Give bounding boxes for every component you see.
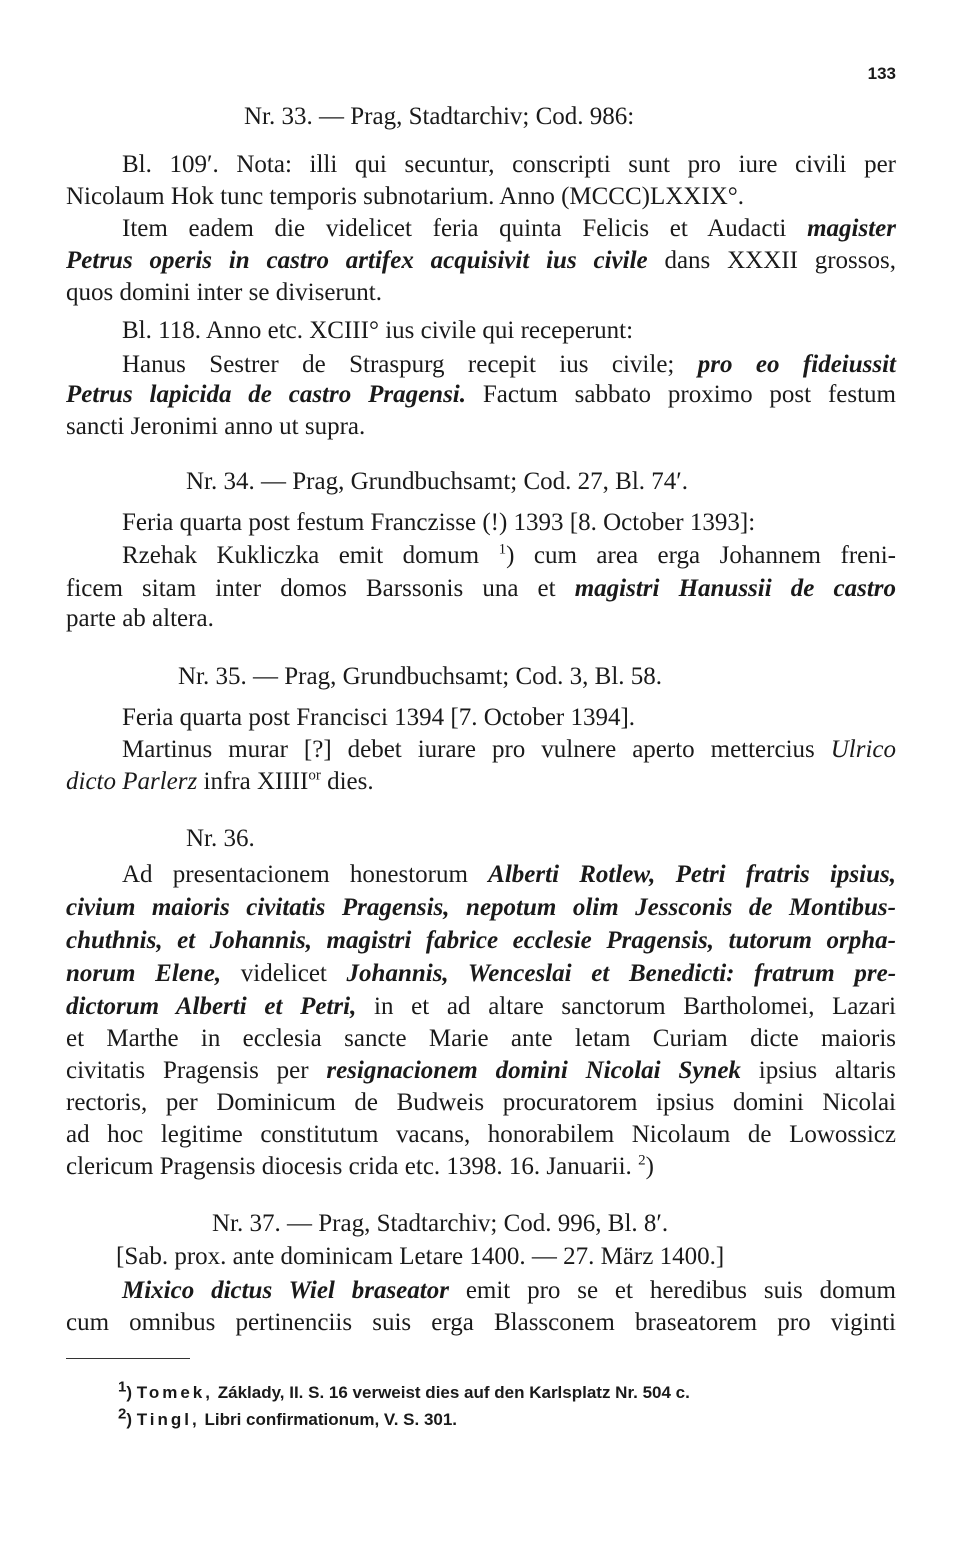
nr33-line-4-text: dans XXXII grossos, <box>664 247 896 274</box>
nr33-line-3-italic: magister <box>807 215 897 242</box>
nr37-line-1: [Sab. prox. ante dominicam Letare 1400. — 27. März 1400.] <box>116 1243 725 1270</box>
nr34-line-2-rest: ) cum area erga Johannem freni- <box>506 542 897 569</box>
nr36-line-4-italic-2: Johannis, Wenceslai et Benedicti: fratrum pre- <box>346 960 897 987</box>
nr36-line-9: ad hoc legitime constitutum vacans, honorabilem Nicolaum de Lowossicz <box>66 1121 896 1148</box>
nr36-line-7 <box>66 1056 896 1086</box>
nr36-line-10-text: clericum Pragensis diocesis crida etc. 1398. 16. Januarii. <box>66 1153 632 1180</box>
footnote-ref-1: 1 <box>498 541 507 558</box>
nr35-line-1: Feria quarta post Francisci 1394 [7. October 1394]. <box>122 704 636 731</box>
nr34-line-1: Feria quarta post festum Franczisse (!) 1393 [8. October 1393]: <box>122 509 756 536</box>
nr33-line-7 <box>122 350 896 380</box>
nr33-line-4-italic: Petrus operis in castro artifex acquisivit ius civile <box>66 247 648 274</box>
footnote-divider <box>66 1358 190 1359</box>
nr36-line-10 <box>66 1152 896 1182</box>
nr36-line-4 <box>66 959 896 989</box>
nr34-line-2 <box>122 541 896 571</box>
nr35-line-3-italic: dicto Parlerz <box>66 768 198 795</box>
nr36-line-2: civium maioris civitatis Pragensis, nepotum olim Jessconis de Montibus- <box>66 894 896 921</box>
nr33-heading: Nr. 33. — Prag, Stadtarchiv; Cod. 986: <box>244 103 635 130</box>
nr33-line-4 <box>66 246 896 276</box>
footnote-2: $^2$) Tingl, Libri confirmationum, V. S. 301. <box>118 1405 458 1429</box>
nr33-line-7-italic: pro eo fideiussit <box>697 351 896 378</box>
nr37-line-2-italic: Mixico dictus Wiel braseator <box>122 1277 449 1304</box>
nr37-heading: Nr. 37. — Prag, Stadtarchiv; Cod. 996, Bl. 8′. <box>212 1210 669 1237</box>
nr36-line-5-italic: dictorum Alberti et Petri, <box>66 993 357 1020</box>
nr33-line-2: Nicolaum Hok tunc temporis subnotarium. Anno (MCCC)LXXIX°. <box>66 183 744 210</box>
footnote-1: $^1$) Tomek, Základy, II. S. 16 verweist dies auf den Karlsplatz Nr. 504 c. <box>118 1378 690 1402</box>
nr36-line-7-end: ipsius altaris <box>758 1057 897 1084</box>
nr35-line-2 <box>122 735 896 765</box>
nr35-line-3-end: dies. <box>327 768 374 795</box>
nr33-line-3 <box>122 214 896 244</box>
nr33-line-3-text: Item eadem die videlicet feria quinta Felicis et Audacti <box>122 215 787 242</box>
nr36-line-7-text: civitatis Pragensis per <box>66 1057 309 1084</box>
nr37-line-2 <box>122 1276 896 1306</box>
nr36-heading: Nr. 36. <box>186 825 255 852</box>
nr33-line-7-text: Hanus Sestrer de Straspurg recepit ius civile; <box>122 351 675 378</box>
nr36-line-1-italic: Alberti Rotlew, Petri fratris ipsius, <box>488 861 896 888</box>
nr33-line-8-text: Factum sabbato proximo post festum <box>482 381 896 408</box>
nr33-line-8 <box>66 380 896 410</box>
nr33-line-5: quos domini inter se diviserunt. <box>66 279 382 306</box>
nr35-heading: Nr. 35. — Prag, Grundbuchsamt; Cod. 3, Bl. 58. <box>178 663 663 690</box>
footnote-1-author: Tomek, <box>136 1383 213 1402</box>
nr36-line-7-italic: resignacionem domini Nicolai Synek <box>326 1057 741 1084</box>
footnote-1-text: Základy, II. S. 16 verweist dies auf den Karlsplatz Nr. 504 c. <box>217 1383 690 1402</box>
nr36-line-5-text: in et ad altare sanctorum Bartholomei, Lazari <box>374 993 896 1020</box>
nr33-line-9: sancti Jeronimi anno ut supra. <box>66 413 366 440</box>
nr33-line-8-italic: Petrus lapicida de castro Pragensi. <box>66 381 466 408</box>
footnote-2-marker: 2 <box>118 1405 127 1423</box>
nr34-line-4: parte ab altera. <box>66 605 214 632</box>
nr33-line-6: Bl. 118. Anno etc. XCIII° ius civile qui receperunt: <box>122 317 634 344</box>
footnote-2-text: Libri confirmationum, V. S. 301. <box>204 1410 458 1429</box>
nr33-line-1: Bl. 109′. Nota: illi qui secuntur, conscripti sunt pro iure civili per <box>122 151 896 178</box>
nr36-line-1 <box>122 860 896 890</box>
nr34-line-3-italic: magistri Hanussii de castro <box>574 575 896 602</box>
nr36-line-5 <box>66 992 896 1022</box>
nr34-heading: Nr. 34. — Prag, Grundbuchsamt; Cod. 27, Bl. 74′. <box>186 468 688 495</box>
page-number: 133 <box>867 64 896 83</box>
nr34-line-2-text: Rzehak Kukliczka emit domum <box>122 542 480 569</box>
nr35-line-2-italic: Ulrico <box>830 736 897 763</box>
nr36-line-6: et Marthe in ecclesia sancte Marie ante letam Curiam dicte maioris <box>66 1025 896 1052</box>
nr36-line-3: chuthnis, et Johannis, magistri fabrice ecclesie Pragensis, tutorum orpha- <box>66 927 896 954</box>
nr37-line-2-text: emit pro se et heredibus suis domum <box>465 1277 897 1304</box>
nr36-line-1-text: Ad presentacionem honestorum <box>122 861 468 888</box>
nr35-line-3-text: infra XIIII <box>203 768 309 795</box>
nr35-line-3-sup: or <box>308 767 321 784</box>
footnote-ref-2: 2 <box>638 1152 646 1169</box>
nr35-line-3 <box>66 767 896 797</box>
nr37-line-3: cum omnibus pertinenciis suis erga Blassconem braseatorem pro viginti <box>66 1309 896 1336</box>
nr36-line-8: rectoris, per Dominicum de Budweis procuratorem ipsius domini Nicolai <box>66 1089 896 1116</box>
nr34-line-3-text: ficem sitam inter domos Barssonis una et <box>66 575 556 602</box>
footnote-1-marker: 1 <box>118 1378 127 1396</box>
nr36-line-4-text: videlicet <box>240 960 327 987</box>
nr34-line-3 <box>66 574 896 604</box>
nr35-line-2-text: Martinus murar [?] debet iurare pro vulnere aperto mettercius <box>122 736 815 763</box>
nr36-line-10-end: ) <box>645 1153 654 1180</box>
footnote-2-author: Tingl, <box>136 1410 200 1429</box>
nr36-line-4-italic: norum Elene, <box>66 960 222 987</box>
